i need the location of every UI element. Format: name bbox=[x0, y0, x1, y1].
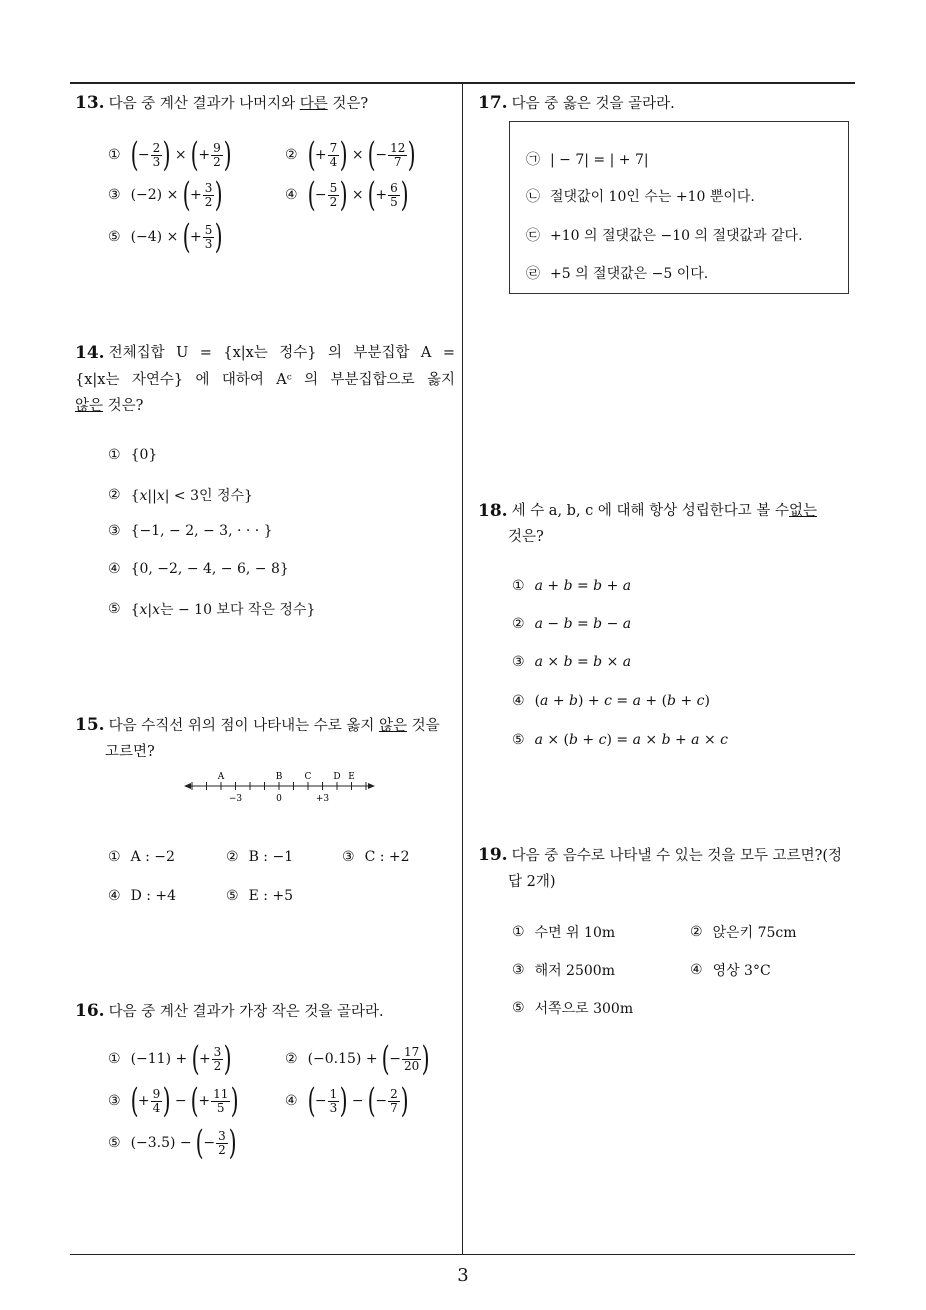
q18-option-1[interactable]: ① a + b = b + a bbox=[512, 578, 632, 594]
q13-option-2[interactable]: ② ( + $\frac{7}{4}$ ) × ( − $\frac{12}{7}$ ) bbox=[285, 135, 417, 175]
bottom-rule bbox=[70, 1254, 855, 1255]
q15-option-3[interactable]: ③ C : +2 bbox=[342, 849, 410, 865]
q14-option-5[interactable]: ⑤ {x|x는 − 10 보다 작은 정수} bbox=[108, 601, 316, 618]
statement-box bbox=[509, 121, 849, 294]
statement-item: ㉠ | − 7| = | + 7| bbox=[526, 152, 649, 168]
number-line bbox=[182, 770, 377, 804]
q15-option-4[interactable]: ④ D : +4 bbox=[108, 888, 177, 904]
number-line-tick-label: +3 bbox=[315, 794, 330, 804]
q16-option-4[interactable]: ④ ( − $\frac{1}{3}$ ) − ( − $\frac{2}{7}$ ) bbox=[285, 1081, 409, 1121]
q14-option-1[interactable]: ① {0} bbox=[108, 447, 158, 463]
q16-option-2[interactable]: ② (−0.15) + ( − $\frac{17}{20}$ ) bbox=[285, 1039, 430, 1079]
question-16: 16. 다음 중 계산 결과가 가장 작은 것을 골라라. bbox=[75, 1001, 384, 1021]
question-14: 14. 전체집합 U = {x|x는 정수} 의 부분집합 A = {x|x는 자연수} 에 대하여 Aᶜ 의 부분집합으로 옳지 않은 것은? bbox=[75, 343, 455, 414]
q14-option-3[interactable]: ③ {−1, − 2, − 3, · · · } bbox=[108, 523, 273, 539]
question-19: 19. 다음 중 음수로 나타낼 수 있는 것을 모두 고르면?(정 답 2개) bbox=[478, 845, 843, 890]
number-line-tick-label: 0 bbox=[276, 794, 282, 804]
question-number: 13. bbox=[75, 93, 105, 113]
statement-item: ㉣ +5 의 절댓값은 −5 이다. bbox=[526, 266, 709, 282]
q19-option-1[interactable]: ① 수면 위 10m bbox=[512, 924, 616, 941]
q19-option-4[interactable]: ④ 영상 3°C bbox=[690, 962, 771, 979]
q15-option-1[interactable]: ① A : −2 bbox=[108, 849, 175, 865]
q14-option-2[interactable]: ② {x||x| < 3인 정수} bbox=[108, 487, 253, 504]
question-18: 18. 세 수 a, b, c 에 대해 항상 성립한다고 볼 수 없는 것은? bbox=[478, 501, 818, 545]
q18-option-4[interactable]: ④ (a + b) + c = a + (b + c) bbox=[512, 693, 710, 709]
column-divider bbox=[462, 82, 463, 1255]
q15-option-2[interactable]: ② B : −1 bbox=[226, 849, 294, 865]
q15-option-5[interactable]: ⑤ E : +5 bbox=[226, 888, 294, 904]
number-line-point-label: E bbox=[348, 772, 355, 782]
page-number: 3 bbox=[457, 1265, 469, 1286]
number-line-tick-label: −3 bbox=[228, 794, 243, 804]
q16-option-3[interactable]: ③ ( + $\frac{9}{4}$ ) − ( + $\frac{11}{5}$ ) bbox=[108, 1081, 240, 1121]
q13-option-5[interactable]: ⑤ (−4) × ( + $\frac{5}{3}$ ) bbox=[108, 217, 224, 257]
q13-option-3[interactable]: ③ (−2) × ( + $\frac{3}{2}$ ) bbox=[108, 175, 224, 215]
number-line-point-label: A bbox=[217, 772, 225, 782]
q18-option-2[interactable]: ② a − b = b − a bbox=[512, 616, 632, 632]
question-15: 15. 다음 수직선 위의 점이 나타내는 수로 옳지 않은 것을 고르면? bbox=[75, 715, 440, 760]
q19-option-2[interactable]: ② 앉은키 75cm bbox=[690, 924, 797, 941]
q13-option-1[interactable]: ① ( − $\frac{2}{3}$ ) × ( + $\frac{9}{2}$ ) bbox=[108, 135, 232, 175]
q16-option-1[interactable]: ① (−11) + ( + $\frac{3}{2}$ ) bbox=[108, 1039, 232, 1079]
q13-option-4[interactable]: ④ ( − $\frac{5}{2}$ ) × ( + $\frac{6}{5}$ ) bbox=[285, 175, 409, 215]
statement-item: ㉢ +10 의 절댓값은 −10 의 절댓값과 같다. bbox=[526, 228, 803, 244]
q18-option-5[interactable]: ⑤ a × (b + c) = a × b + a × c bbox=[512, 732, 729, 748]
number-line-point-label: B bbox=[275, 772, 283, 782]
q19-option-5[interactable]: ⑤ 서쪽으로 300m bbox=[512, 1000, 634, 1017]
q18-option-3[interactable]: ③ a × b = b × a bbox=[512, 654, 632, 670]
statement-item: ㉡ 절댓값이 10인 수는 +10 뿐이다. bbox=[526, 189, 755, 205]
question-17: 17. 다음 중 옳은 것을 골라라. bbox=[478, 93, 675, 113]
number-line-point-label: C bbox=[304, 772, 312, 782]
q19-option-3[interactable]: ③ 해저 2500m bbox=[512, 962, 615, 979]
q16-option-5[interactable]: ⑤ (−3.5) − ( − $\frac{3}{2}$ ) bbox=[108, 1123, 237, 1163]
number-line-point-label: D bbox=[333, 772, 341, 782]
q14-option-4[interactable]: ④ {0, −2, − 4, − 6, − 8} bbox=[108, 561, 289, 577]
question-13: 13. 다음 중 계산 결과가 나머지와 다른 것은? bbox=[75, 93, 369, 113]
